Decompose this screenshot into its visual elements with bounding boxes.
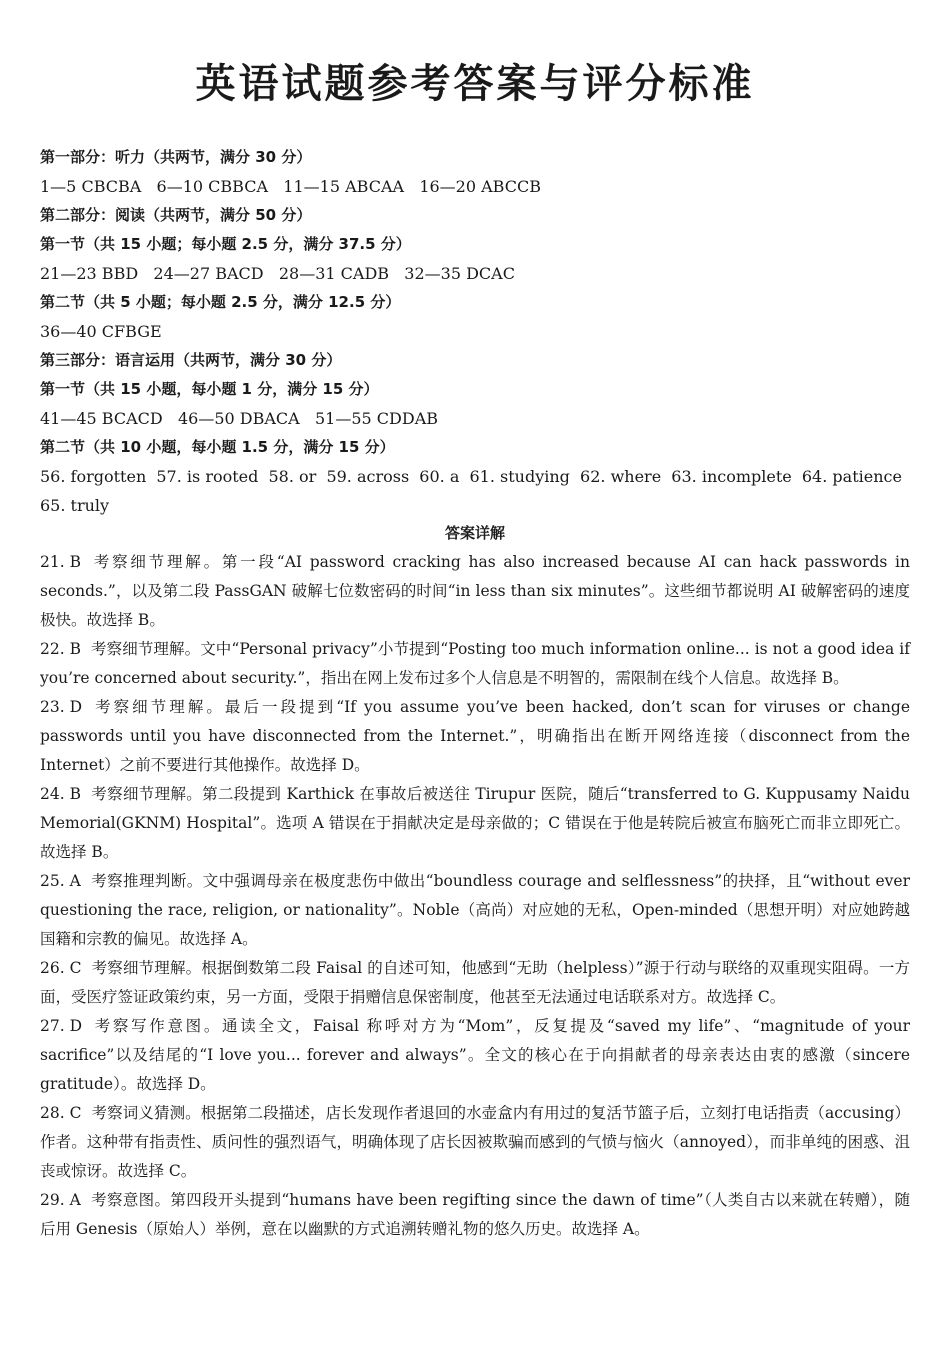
part2-section2-heading: 第二节（共 5 小题；每小题 2.5 分，满分 12.5 分） [40, 293, 401, 311]
answer-key [40, 143, 920, 520]
question-answer: 23. D [40, 698, 83, 716]
cut-off-fade [0, 1268, 950, 1298]
question-answer: 25. A [40, 872, 81, 890]
blank-answer: 57. is rooted [156, 467, 259, 486]
question-answer: 26. C [40, 959, 82, 977]
question-answer: 22. B [40, 640, 81, 658]
blank-answer: 58. or [268, 467, 317, 486]
explanation-item [40, 548, 910, 635]
explanation-item [40, 867, 910, 954]
explanation-text: 考察写作意图。通读全文，Faisal 称呼对方为“Mom”，反复提及“saved my life”、“magnitude of your sacrifice”以及结尾的“I love you... forever and always”。全文的核心在于向捐献者的母亲表达由衷的感激（sincere gratitude）。故选择 D。 [40, 1017, 910, 1093]
explanation-text: 考察细节理解。第一段“AI password cracking has also increased because AI can hack passwords in seconds.”，以及第二段 PassGAN 破解七位数密码的时间“in less than six minutes”。这些细节都说明 AI 破解密码的速度极快。故选择 B。 [40, 553, 910, 629]
blank-answer-last: 65. truly [40, 496, 110, 515]
question-answer: 24. B [40, 785, 81, 803]
question-answer: 21. B [40, 553, 81, 571]
question-answer: 27. D [40, 1017, 83, 1035]
explanation-text: 考察细节理解。最后一段提到“If you assume you’ve been hacked, don’t scan for viruses or change passwords until you have disconnected from the Internet.”，明确指出在断开网络连接（disconnect from the Internet）之前不要进行其他操作。故选择 D。 [40, 698, 910, 774]
part2-section1-heading: 第一节（共 15 小题；每小题 2.5 分，满分 37.5 分） [40, 235, 411, 253]
explanations-list [40, 548, 910, 1244]
explanation-text: 考察词义猜测。根据第二段描述，店长发现作者退回的水壶盒内有用过的复活节篮子后，立刻打电话指责（accusing）作者。这种带有指责性、质问性的强烈语气，明确体现了店长因被欺骗而感到的气愤与恼火（annoyed），而非单纯的困惑、沮丧或惊讶。故选择 C。 [40, 1104, 910, 1180]
details-heading: 答案详解 [444, 524, 505, 542]
explanation-text: 考察细节理解。文中“Personal privacy”小节提到“Posting too much information online... is not a good idea if you’re concerned about security.”，指出在网上发布过多个人信息是不明智的，需限制在线个人信息。故选择 B。 [40, 640, 910, 687]
blank-answer: 64. patience [801, 467, 902, 486]
explanation-text: 考察推理判断。文中强调母亲在极度悲伤中做出“boundless courage and selflessness”的抉择，且“without ever questioning the race, religion, or nationality”。Noble（高尚）对应她的无私，Open-minded（思想开明）对应她跨越国籍和宗教的偏见。故选择 A。 [40, 872, 910, 948]
blank-answer: 63. incomplete [671, 467, 792, 486]
blank-answer: 59. across [326, 467, 410, 486]
explanation-text: 考察细节理解。第二段提到 Karthick 在事故后被送往 Tirupur 医院，随后“transferred to G. Kuppusamy Naidu Memorial(GKNM) Hospital”。选项 A 错误在于捐献决定是母亲做的；C 错误在于他是转院后被宣布脑死亡而非立即死亡。故选择 B。 [40, 785, 910, 861]
part2-section1-answers: 21—23 BBD 24—27 BACD 28—31 CADB 32—35 DCAC [40, 264, 515, 283]
blank-answer: 62. where [580, 467, 662, 486]
explanation-item [40, 693, 910, 780]
explanation-item [40, 1186, 910, 1244]
part1-heading: 第一部分：听力（共两节，满分 30 分） [40, 148, 312, 166]
explanation-item [40, 954, 910, 1012]
explanation-text: 考察细节理解。根据倒数第二段 Faisal 的自述可知，他感到“无助（helpless）”源于行动与联络的双重现实阻碍。一方面，受医疗签证政策约束，另一方面，受限于捐赠信息保密制度，他甚至无法通过电话联系对方。故选择 C。 [40, 959, 910, 1006]
part1-answers: 1—5 CBCBA 6—10 CBBCA 11—15 ABCAA 16—20 ABCCB [40, 177, 541, 196]
part3-section1-answers: 41—45 BCACD 46—50 DBACA 51—55 CDDAB [40, 409, 438, 428]
explanation-item [40, 780, 910, 867]
question-answer: 28. C [40, 1104, 82, 1122]
blank-answers-row [40, 462, 902, 491]
part3-heading: 第三部分：语言运用（共两节，满分 30 分） [40, 351, 342, 369]
part3-section1-heading: 第一节（共 15 小题，每小题 1 分，满分 15 分） [40, 380, 379, 398]
explanation-item [40, 1012, 910, 1099]
part2-section2-answers: 36—40 CFBGE [40, 322, 162, 341]
blank-answer: 56. forgotten [40, 467, 147, 486]
blank-answer: 61. studying [469, 467, 570, 486]
question-answer: 29. A [40, 1191, 81, 1209]
explanation-item [40, 1099, 910, 1186]
explanation-item [40, 635, 910, 693]
part3-section2-heading: 第二节（共 10 小题，每小题 1.5 分，满分 15 分） [40, 438, 395, 456]
page-title: 英语试题参考答案与评分标准 [195, 60, 755, 107]
blank-answer: 60. a [419, 467, 460, 486]
part2-heading: 第二部分：阅读（共两节，满分 50 分） [40, 206, 312, 224]
explanation-text: 考察意图。第四段开头提到“humans have been regifting since the dawn of time”（人类自古以来就在转赠），随后用 Genesis（原始人）举例，意在以幽默的方式追溯转赠礼物的悠久历史。故选择 A。 [40, 1191, 910, 1238]
